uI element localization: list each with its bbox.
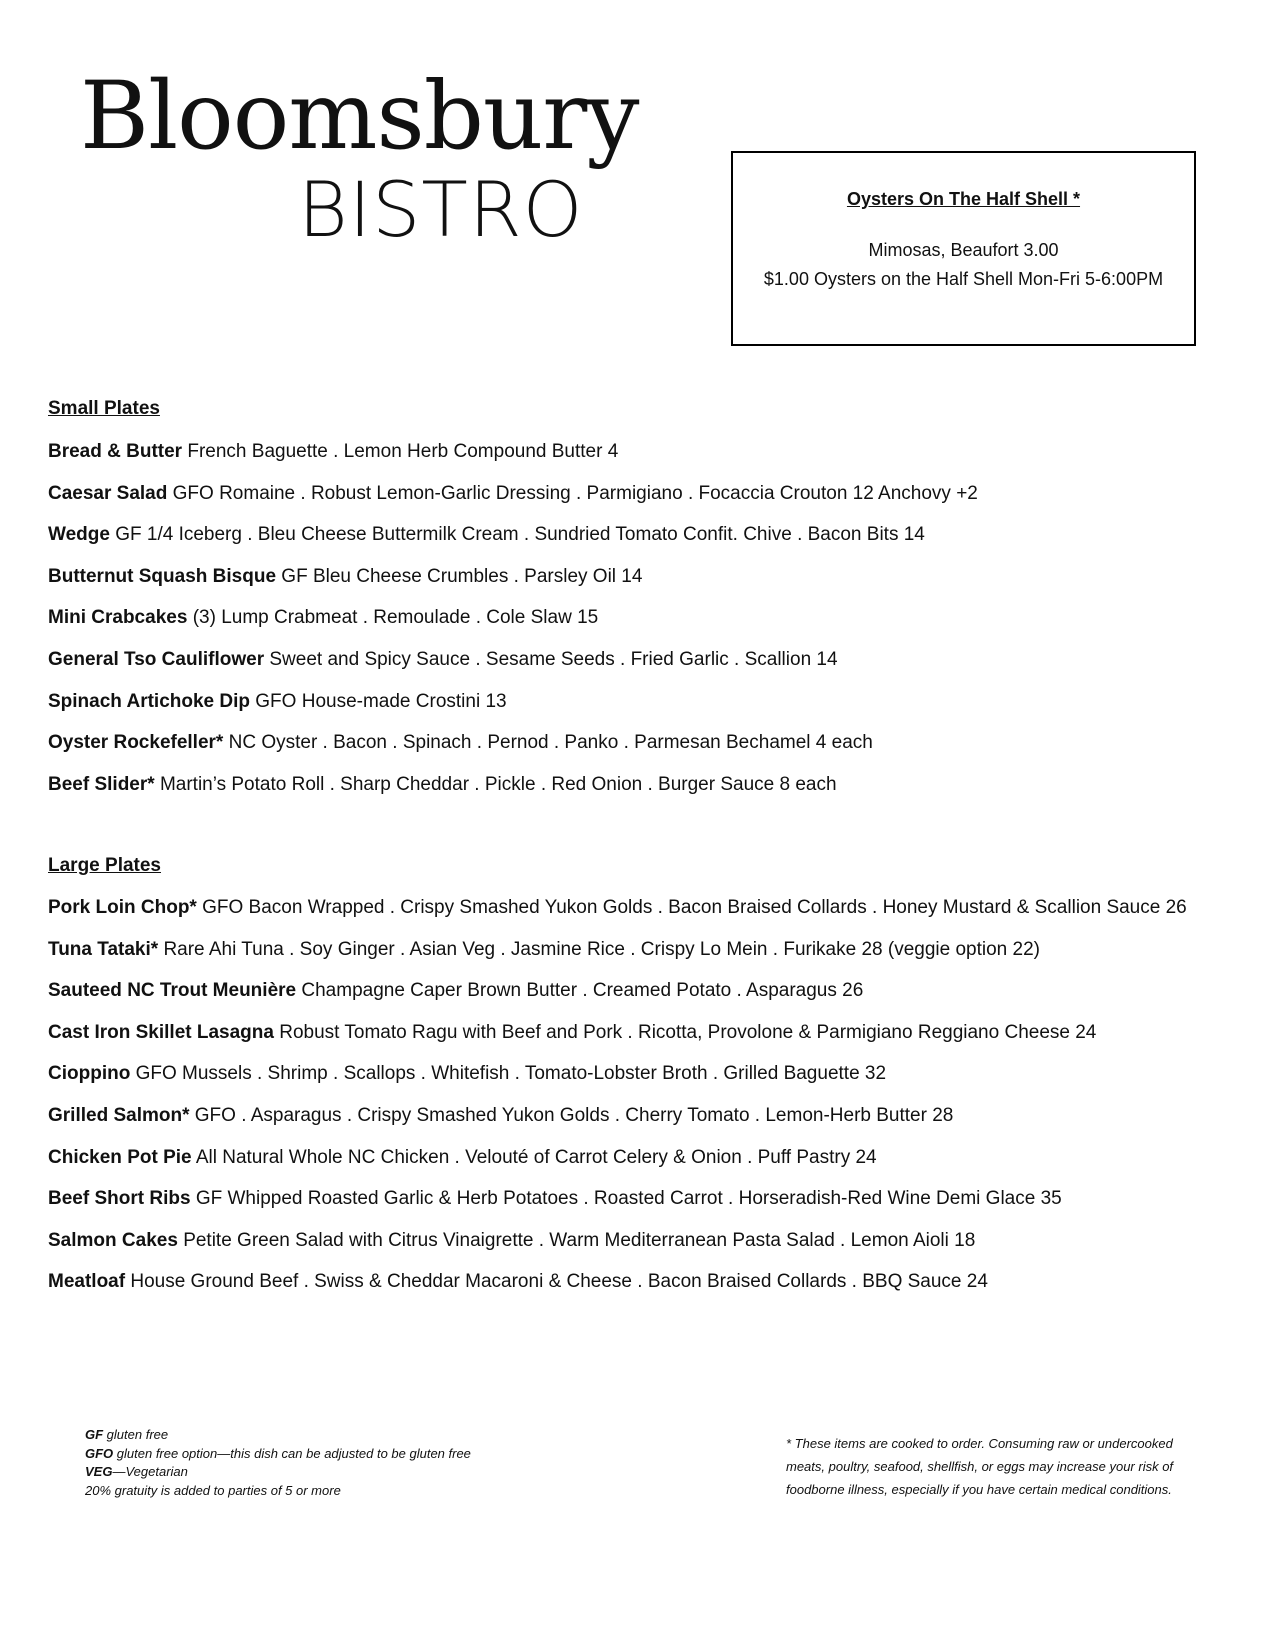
menu-item-name: Salmon Cakes [48, 1229, 178, 1251]
legend-code: GF [85, 1427, 104, 1442]
menu-item-description: Robust Tomato Ragu with Beef and Pork . Ricotta, Provolone & Parmigiano Reggiano Cheese 24 [279, 1021, 1097, 1043]
menu-item-name: Tuna Tataki* [48, 938, 159, 960]
menu-item-name: Chicken Pot Pie [48, 1146, 192, 1168]
menu-item [48, 896, 1187, 938]
menu-item-name: Cioppino [48, 1063, 131, 1085]
legend-text: gluten free option—this dish can be adjusted to be gluten free [113, 1445, 471, 1461]
legend-text: 20% gratuity is added to parties of 5 or more [85, 1482, 341, 1498]
menu-item-description: GF 1/4 Iceberg . Bleu Cheese Buttermilk Cream . Sundried Tomato Confit. Chive . Bacon Bits 14 [115, 524, 925, 546]
menu-item-description: GFO House-made Crostini 13 [255, 690, 507, 712]
menu-item-name: Pork Loin Chop* [48, 897, 197, 918]
menu-item [48, 1104, 1187, 1146]
menu-item-name: Cast Iron Skillet Lasagna [48, 1021, 274, 1043]
menu-item-description: Sweet and Spicy Sauce . Sesame Seeds . Fried Garlic . Scallion 14 [269, 648, 838, 670]
promo-line: $1.00 Oysters on the Half Shell Mon-Fri 5-6:00PM [763, 269, 1164, 289]
menu-item-description: Rare Ahi Tuna . Soy Ginger . Asian Veg . Jasmine Rice . Crispy Lo Mein . Furikake 28 (veggie option 22) [163, 938, 1040, 960]
menu-item-description: GFO Romaine . Robust Lemon-Garlic Dressing . Parmigiano . Focaccia Crouton 12 Anchovy +2 [172, 482, 978, 504]
promo-box [731, 151, 1196, 346]
menu-item-description: GFO Mussels . Shrimp . Scallops . Whitefish . Tomato-Lobster Broth . Grilled Baguette 32 [135, 1063, 887, 1085]
menu-item-description: GFO Bacon Wrapped . Crispy Smashed Yukon Golds . Bacon Braised Collards . Honey Mustard & Scallion Sauce 26 [202, 897, 1187, 918]
menu-item [48, 979, 1187, 1021]
menu-item [48, 731, 978, 773]
legend-line [85, 1482, 471, 1501]
menu-item [48, 648, 978, 690]
legend-text: gluten free [103, 1427, 169, 1442]
menu-item-name: Grilled Salmon* [48, 1104, 190, 1126]
menu-item-name: Beef Short Ribs [48, 1188, 191, 1210]
menu-item-description: Petite Green Salad with Citrus Vinaigrette . Warm Mediterranean Pasta Salad . Lemon Aioli 18 [183, 1229, 976, 1251]
menu-item-description: GFO . Asparagus . Crispy Smashed Yukon Golds . Cherry Tomato . Lemon-Herb Butter 28 [194, 1104, 954, 1126]
menu-item [48, 523, 978, 565]
legend-code: GFO [85, 1445, 114, 1461]
menu-item-name: Caesar Salad [48, 482, 168, 504]
legend-line [85, 1463, 471, 1482]
large-plates-title: Large Plates [48, 855, 161, 876]
logo-main-text: Bloomsbury [80, 62, 639, 171]
menu-item [48, 1270, 1187, 1312]
menu-item-name: Beef Slider* [48, 773, 155, 795]
food-safety-disclaimer: * These items are cooked to order. Consuming raw or undercooked meats, poultry, seafood, shellfish, or eggs may increase your risk of foodborne illness, especially if you have certain medical conditions. [786, 1436, 1174, 1497]
menu-item [48, 565, 978, 607]
menu-item [48, 773, 978, 815]
menu-item-name: Oyster Rockefeller* [48, 732, 224, 754]
menu-item-name: Sauteed NC Trout Meunière [48, 980, 297, 1002]
menu-item-description: House Ground Beef . Swiss & Cheddar Macaroni & Cheese . Bacon Braised Collards . BBQ Sauce 24 [130, 1271, 988, 1293]
logo-sub-text: BISTRO [298, 165, 584, 254]
menu-item-description: (3) Lump Crabmeat . Remoulade . Cole Slaw 15 [192, 607, 599, 629]
legend-code: VEG [85, 1464, 113, 1479]
menu-item [48, 1062, 1187, 1104]
small-plates-title: Small Plates [48, 398, 160, 419]
menu-item-description: NC Oyster . Bacon . Spinach . Pernod . Panko . Parmesan Bechamel 4 each [228, 732, 873, 754]
menu-item [48, 1146, 1187, 1188]
menu-item [48, 1187, 1187, 1229]
menu-item [48, 440, 978, 482]
legend-line [85, 1445, 471, 1464]
menu-item-name: General Tso Cauliflower [48, 648, 265, 670]
menu-item-description: Martin’s Potato Roll . Sharp Cheddar . Pickle . Red Onion . Burger Sauce 8 each [159, 773, 837, 795]
menu-item-name: Bread & Butter [48, 441, 183, 462]
menu-item [48, 1229, 1187, 1271]
menu-item [48, 690, 978, 732]
menu-item-name: Mini Crabcakes [48, 607, 188, 629]
legend-line [85, 1426, 471, 1445]
promo-line: Mimosas, Beaufort 3.00 [868, 240, 1059, 260]
legend-text: —Vegetarian [112, 1464, 188, 1479]
small-plates-list [48, 440, 978, 814]
menu-item-name: Wedge [48, 524, 110, 546]
menu-item-name: Spinach Artichoke Dip [48, 690, 250, 712]
menu-item-description: GF Whipped Roasted Garlic & Herb Potatoes . Roasted Carrot . Horseradish-Red Wine Demi Glace 35 [195, 1188, 1062, 1210]
menu-item-name: Meatloaf [48, 1271, 126, 1293]
dietary-legend [85, 1426, 471, 1500]
promo-title: Oysters On The Half Shell * [846, 189, 1081, 209]
large-plates-list [48, 896, 1187, 1312]
menu-item [48, 482, 978, 524]
menu-item-name: Butternut Squash Bisque [48, 565, 277, 587]
menu-item-description: GF Bleu Cheese Crumbles . Parsley Oil 14 [281, 565, 643, 587]
menu-item-description: French Baguette . Lemon Herb Compound Butter 4 [187, 441, 619, 462]
menu-item [48, 1021, 1187, 1063]
menu-item-description: All Natural Whole NC Chicken . Velouté of Carrot Celery & Onion . Puff Pastry 24 [195, 1146, 877, 1168]
menu-item [48, 606, 978, 648]
menu-item-description: Champagne Caper Brown Butter . Creamed Potato . Asparagus 26 [301, 980, 864, 1002]
menu-item [48, 938, 1187, 980]
